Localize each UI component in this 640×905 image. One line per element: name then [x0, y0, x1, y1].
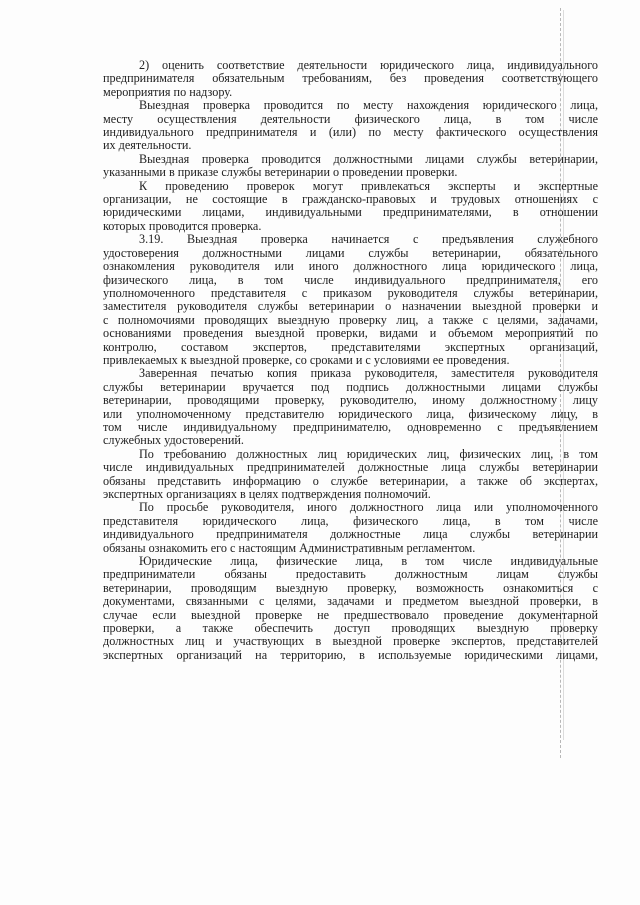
text-line: Выездная проверка проводится по месту нахождения юридического лица,: [139, 98, 598, 113]
text-line: должностных лиц и участвующих в выездной проверке экспертов, представителей: [103, 634, 598, 649]
paragraph: [103, 501, 598, 555]
text-line: которых проводится проверка.: [103, 218, 262, 233]
text-line: документами, связанными с целями, задачами и предметом выездной проверки, в: [103, 594, 598, 609]
text-line: индивидуального предпринимателя и (или) по месту фактического осуществления: [103, 125, 598, 140]
text-line: указанными в приказе службы ветеринарии о проведении проверки.: [103, 165, 458, 180]
text-line: уполномоченного представителя с приказом руководителя службы ветеринарии,: [103, 285, 598, 300]
text-line: или уполномоченному представителю юридического лица, физическому лицу, в: [103, 406, 598, 421]
paragraph: [103, 555, 598, 662]
text-line: числе индивидуальных предпринимателей должностные лица службы ветеринарии: [103, 460, 598, 475]
paragraph: [103, 59, 598, 99]
text-line: Выездная проверка проводится должностными лицами службы ветеринарии,: [139, 151, 598, 166]
text-line: экспертных организаций на территорию, в используемые юридическими лицами,: [103, 647, 598, 662]
text-line: представителя юридического лица, физического лица, в том числе: [103, 513, 598, 528]
text-line: предприниматели обязаны предоставить должностным лицам службы: [103, 567, 598, 582]
text-line: случае если выездной проверке не предшествовало проведение документарной: [103, 607, 598, 622]
text-line: 3.19. Выездная проверка начинается с предъявления служебного: [139, 232, 598, 247]
paragraph: [103, 448, 598, 502]
text-line: По требованию должностных лиц юридических лиц, физических лиц, в том: [139, 446, 598, 461]
text-line: индивидуального предпринимателя должностные лица службы ветеринарии: [103, 527, 598, 542]
text-line: их деятельности.: [103, 138, 192, 153]
text-line: заместителя руководителя службы ветеринарии о назначении выездной проверки и: [103, 299, 598, 314]
text-line: физического лица, в том числе индивидуального предпринимателя, его: [103, 272, 598, 287]
paragraph: [103, 233, 598, 367]
text-line: службы ветеринарии вручается под подпись должностными лицами службы: [103, 379, 598, 394]
text-line: экспертных организациях в целях подтверждения полномочий.: [103, 487, 431, 501]
text-line: обязаны ознакомить его с настоящим Административным регламентом.: [103, 540, 476, 555]
text-line: контролю, составом экспертов, представителями экспертных организаций,: [103, 339, 598, 354]
text-line: месту осуществления деятельности физического лица, в том числе: [103, 111, 598, 126]
paragraph: [103, 367, 598, 447]
text-line: удостоверения должностными лицами службы ветеринарии, обязательного: [103, 245, 598, 260]
document-body: [103, 59, 598, 662]
text-line: том числе индивидуальному предпринимателю, одновременно с предъявлением: [103, 419, 598, 434]
text-line: ветеринарии, проводящими проверку, руководителю, иному должностному лицу: [103, 393, 598, 408]
text-line: с полномочиями проводящих выездную проверку лиц, а также с целями, задачами,: [103, 312, 598, 327]
text-line: К проведению проверок могут привлекаться эксперты и экспертные: [139, 178, 598, 193]
text-line: обязаны представить информацию о службе ветеринарии, а также об экспертах,: [103, 473, 598, 488]
text-line: мероприятия по надзору.: [103, 84, 233, 99]
paragraph: [103, 99, 598, 153]
text-line: организации, не состоящие в гражданско-правовых и трудовых отношениях с: [103, 192, 598, 207]
text-line: ветеринарии, проводящим выездную проверку, возможность ознакомиться с: [103, 580, 598, 595]
text-line: По просьбе руководителя, иного должностного лица или уполномоченного: [139, 500, 598, 515]
text-line: основаниями проведения выездной проверки, видами и объемом мероприятий по: [103, 326, 598, 341]
text-line: Юридические лица, физические лица, в том числе индивидуальные: [139, 554, 598, 569]
text-line: привлекаемых к выездной проверке, со сроками и с условиями ее проведения.: [103, 352, 510, 367]
text-line: 2) оценить соответствие деятельности юридического лица, индивидуального: [139, 58, 598, 72]
text-line: юридическими лицами, индивидуальными предпринимателями, в отношении: [103, 205, 598, 220]
text-line: Заверенная печатью копия приказа руководителя, заместителя руководителя: [139, 366, 598, 381]
text-line: предпринимателя обязательным требованиям, без проведения соответствующего: [103, 71, 598, 86]
text-line: ознакомления руководителя или иного должностного лица юридического лица,: [103, 259, 598, 274]
text-line: служебных удостоверений.: [103, 433, 244, 448]
paragraph: [103, 180, 598, 234]
paragraph: [103, 153, 598, 180]
text-line: проверки, а также обеспечить доступ проводящих выездную проверку: [103, 621, 598, 636]
